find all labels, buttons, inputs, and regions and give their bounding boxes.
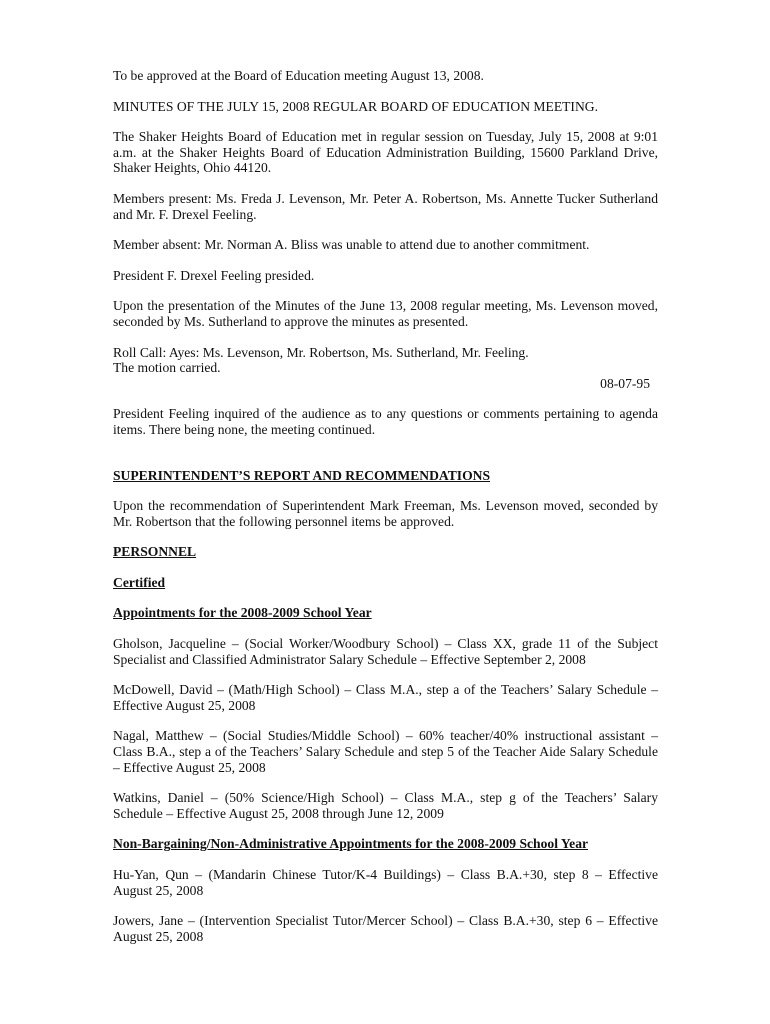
certified-heading: Certified xyxy=(113,574,166,590)
nonbargaining-appointment-item: Hu-Yan, Qun – (Mandarin Chinese Tutor/K-4 Buildings) – Class B.A.+30, step 8 – Effective August 25, 2008 xyxy=(113,867,658,898)
appointments-heading: Appointments for the 2008-2009 School Year xyxy=(113,605,372,621)
personnel-heading: PERSONNEL xyxy=(113,544,197,560)
minutes-title: MINUTES OF THE JULY 15, 2008 REGULAR BOARD OF EDUCATION MEETING. xyxy=(113,98,598,114)
superintendent-heading: SUPERINTENDENT’S REPORT AND RECOMMENDATIONS xyxy=(113,467,491,483)
appointment-item: Watkins, Daniel – (50% Science/High School) – Class M.A., step g of the Teachers’ Salary Schedule – Effective August 25, 2008 through June 12, 2009 xyxy=(113,790,658,821)
motion-carried: The motion carried. xyxy=(113,360,221,376)
appointment-item: Gholson, Jacqueline – (Social Worker/Woodbury School) – Class XX, grade 11 of the Subject Specialist and Classified Administrator Salary Schedule – Effective September 2, 2008 xyxy=(113,636,658,667)
resolution-number: 08-07-95 xyxy=(600,375,650,391)
members-present: Members present: Ms. Freda J. Levenson, Mr. Peter A. Robertson, Ms. Annette Tucker Sutherland and Mr. F. Drexel Feeling. xyxy=(113,190,658,222)
audience-inquiry: President Feeling inquired of the audience as to any questions or comments pertaining to agenda items. There being none, the meeting continued. xyxy=(113,406,658,437)
presided-statement: President F. Drexel Feeling presided. xyxy=(113,267,315,283)
nonbargaining-appointment-item: Jowers, Jane – (Intervention Specialist Tutor/Mercer School) – Class B.A.+30, step 6 – Effective August 25, 2008 xyxy=(113,913,658,944)
member-absent: Member absent: Mr. Norman A. Bliss was unable to attend due to another commitment. xyxy=(113,237,590,253)
session-paragraph: The Shaker Heights Board of Education met in regular session on Tuesday, July 15, 2008 at 9:01 a.m. at the Shaker Heights Board of Education Administration Building, 15600 Parkland Drive, Shaker Heights, Ohio 44120. xyxy=(113,129,658,176)
nonbargaining-heading: Non-Bargaining/Non-Administrative Appointments for the 2008-2009 School Year xyxy=(113,836,589,852)
superintendent-motion: Upon the recommendation of Superintendent Mark Freeman, Ms. Levenson moved, seconded by Mr. Robertson that the following personnel items be approved. xyxy=(113,498,658,529)
appointment-item: Nagal, Matthew – (Social Studies/Middle School) – 60% teacher/40% instructional assistant – Class B.A., step a of the Teachers’ Salary Schedule and step 5 of the Teacher Aide Salary Schedule – Effective August 25, 2008 xyxy=(113,728,658,775)
appointment-item: McDowell, David – (Math/High School) – Class M.A., step a of the Teachers’ Salary Schedule – Effective August 25, 2008 xyxy=(113,682,658,713)
document-page xyxy=(113,68,658,959)
roll-call: Roll Call: Ayes: Ms. Levenson, Mr. Robertson, Ms. Sutherland, Mr. Feeling. xyxy=(113,344,529,360)
minutes-motion: Upon the presentation of the Minutes of the June 13, 2008 regular meeting, Ms. Levenson moved, seconded by Ms. Sutherland to approve the minutes as presented. xyxy=(113,298,658,329)
approval-note: To be approved at the Board of Education meeting August 13, 2008. xyxy=(113,68,484,83)
